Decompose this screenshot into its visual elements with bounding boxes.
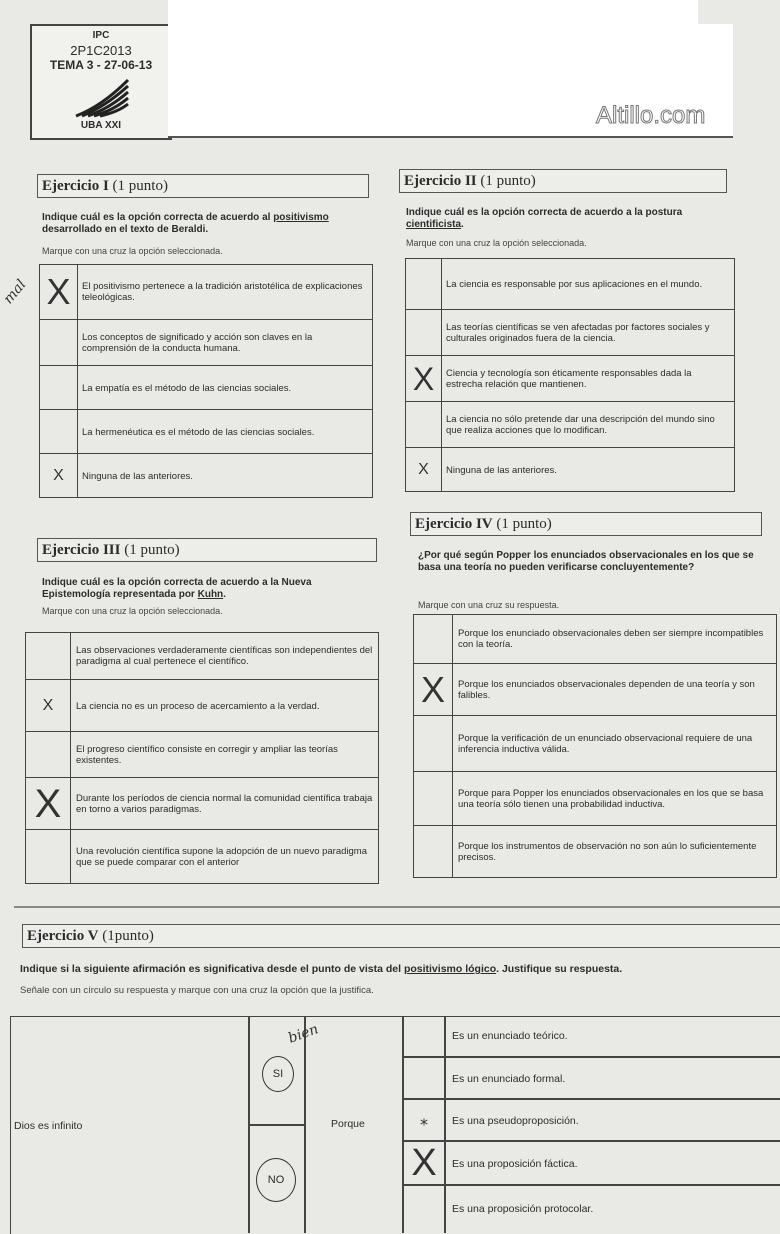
ex1-option-text: Los conceptos de significado y acción son claves en la comprensión de la conducta humana. bbox=[82, 332, 313, 354]
ex3-option-row[interactable] bbox=[26, 633, 378, 679]
ex1-option-row[interactable] bbox=[40, 319, 372, 366]
ex3-option-text: Durante los períodos de ciencia normal la comunidad científica trabaja en torno a varios paradigmas. bbox=[76, 793, 373, 815]
ex3-option-row[interactable] bbox=[26, 731, 378, 778]
ex5-checkbox[interactable]: ⁎ bbox=[420, 1112, 428, 1129]
ex5-points: (1punto) bbox=[102, 928, 154, 944]
ex4-checkbox[interactable] bbox=[414, 615, 453, 663]
redaction-top bbox=[168, 0, 698, 26]
ex5-instruction: Indique si la siguiente afirmación es significativa desde el punto de vista del positivismo lógico. Justifique su respuesta. bbox=[20, 963, 623, 975]
ex4-title-box bbox=[410, 512, 762, 536]
ex1-option-text: El positivismo pertenece a la tradición aristotélica de explicaciones teleológicas. bbox=[82, 281, 363, 303]
ex2-checkbox[interactable]: X bbox=[406, 448, 442, 492]
ex4-checkbox[interactable]: X bbox=[414, 664, 453, 716]
ex2-checkbox[interactable] bbox=[406, 310, 442, 356]
grid-line bbox=[248, 1124, 304, 1126]
uba-logo-icon bbox=[72, 76, 132, 118]
ex5-checkbox[interactable] bbox=[404, 1058, 444, 1098]
ex4-option-row[interactable] bbox=[414, 615, 776, 663]
grid-line bbox=[402, 1056, 780, 1058]
ex2-checkbox[interactable]: X bbox=[406, 356, 442, 402]
ex5-option-text: Es una pseudoproposición. bbox=[452, 1115, 579, 1127]
ex4-checkbox[interactable] bbox=[414, 826, 453, 878]
ex2-points: (1 punto) bbox=[480, 173, 536, 189]
grid-line bbox=[304, 1016, 306, 1233]
ex4-option-row[interactable] bbox=[414, 715, 776, 772]
ex1-hint: Marque con una cruz la opción seleccionada. bbox=[42, 246, 223, 256]
ex4-option-text: Porque los enunciado observacionales deben ser siempre incompatibles con la teoría. bbox=[458, 628, 764, 650]
handwritten-note: mal bbox=[0, 276, 30, 308]
handwritten-note: bien bbox=[286, 1021, 321, 1047]
ex1-checkbox[interactable]: X bbox=[40, 265, 78, 319]
ex4-option-row[interactable] bbox=[414, 663, 776, 716]
ex4-option-text: Porque para Popper los enunciados observacionales en los que se basa una teoría sólo tienen una probabilidad inductiva. bbox=[458, 788, 764, 810]
ex3-checkbox[interactable]: X bbox=[26, 680, 71, 732]
ex2-option-row[interactable] bbox=[406, 401, 734, 448]
ex1-title-box bbox=[37, 174, 369, 198]
ex1-checkbox[interactable]: X bbox=[40, 454, 78, 498]
ex2-checkbox[interactable] bbox=[406, 402, 442, 448]
ex4-checkbox[interactable] bbox=[414, 772, 453, 826]
ex5-table bbox=[10, 1016, 780, 1234]
ex3-option-text: La ciencia no es un proceso de acercamiento a la verdad. bbox=[76, 700, 320, 712]
ex2-option-row[interactable] bbox=[406, 447, 734, 492]
ex5-title: Ejercicio V bbox=[27, 928, 99, 944]
ex3-option-row[interactable] bbox=[26, 679, 378, 732]
ipc-label: IPC bbox=[92, 30, 110, 41]
ex3-checkbox[interactable] bbox=[26, 830, 71, 884]
ex1-option-row[interactable] bbox=[40, 453, 372, 498]
exam-tema: TEMA 3 - 27-06-13 bbox=[49, 58, 153, 72]
ex4-option-row[interactable] bbox=[414, 825, 776, 878]
grid-line bbox=[402, 1098, 780, 1100]
ex3-checkbox[interactable] bbox=[26, 732, 71, 778]
ex5-option-text: Es una proposición protocolar. bbox=[452, 1203, 594, 1215]
ex1-title: Ejercicio I bbox=[42, 178, 109, 194]
ex2-option-text: Ciencia y tecnología son éticamente responsables dada la estrecha relación que mantienen. bbox=[446, 368, 692, 390]
watermark: Altillo.com bbox=[596, 102, 706, 129]
ex2-title-box bbox=[399, 169, 727, 193]
ex3-title-box bbox=[37, 538, 377, 562]
exam-header-box bbox=[30, 24, 172, 140]
ex5-checkbox[interactable] bbox=[404, 1016, 444, 1056]
ex5-checkbox[interactable] bbox=[404, 1186, 444, 1226]
ex2-option-text: La ciencia es responsable por sus aplicaciones en el mundo. bbox=[446, 278, 703, 290]
no-option[interactable]: NO bbox=[256, 1158, 296, 1202]
ex2-option-row[interactable] bbox=[406, 259, 734, 309]
ex5-option-text: Es un enunciado formal. bbox=[452, 1073, 566, 1085]
ex4-title: Ejercicio IV bbox=[415, 516, 493, 532]
ex2-option-text: Las teorías científicas se ven afectadas por factores sociales y culturales originados fuera de la ciencia. bbox=[446, 322, 710, 344]
ex3-option-text: Una revolución científica supone la adopción de un nuevo paradigma que se puede comparar con el anterior bbox=[76, 846, 368, 868]
grid-line bbox=[402, 1184, 780, 1186]
ex1-option-text: Ninguna de las anteriores. bbox=[82, 470, 193, 482]
ex2-options-table bbox=[405, 258, 735, 492]
ex3-option-text: Las observaciones verdaderamente científicas son independientes del paradigma al cual pertenece el científico. bbox=[76, 645, 373, 667]
ex3-option-text: El progreso científico consiste en corregir y ampliar las teorías existentes. bbox=[76, 744, 338, 766]
ex2-hint: Marque con una cruz la opción seleccionada. bbox=[406, 238, 587, 248]
ex2-checkbox[interactable] bbox=[406, 259, 442, 309]
ex3-instruction: Indique cuál es la opción correcta de acuerdo a la Nueva Epistemología representada por Kuhn. bbox=[42, 577, 312, 600]
ex2-option-row[interactable] bbox=[406, 309, 734, 356]
because-label: Porque bbox=[331, 1118, 365, 1130]
ex1-option-row[interactable] bbox=[40, 265, 372, 319]
ex2-option-text: La ciencia no sólo pretende dar una descripción del mundo sino que realiza acciones que lo modifican. bbox=[446, 414, 715, 436]
grid-line bbox=[444, 1016, 446, 1233]
ex5-checkbox[interactable]: X bbox=[411, 1141, 437, 1184]
ex1-option-text: La empatía es el método de las ciencias sociales. bbox=[82, 382, 292, 394]
ex3-options-table bbox=[25, 632, 379, 884]
ex1-instruction: Indique cuál es la opción correcta de acuerdo al positivismo desarrollado en el texto de Beraldi. bbox=[42, 212, 329, 235]
ex4-option-text: Porque los enunciados observacionales dependen de una teoría y son falibles. bbox=[458, 679, 755, 701]
ex2-option-row[interactable] bbox=[406, 355, 734, 402]
ex2-instruction: Indique cuál es la opción correcta de acuerdo a la postura cientificista. bbox=[406, 207, 683, 230]
ex3-checkbox[interactable]: X bbox=[26, 778, 71, 830]
university-label: UBA XXI bbox=[80, 120, 122, 131]
ex2-option-text: Ninguna de las anteriores. bbox=[446, 464, 557, 476]
ex4-option-text: Porque la verificación de un enunciado observacional requiere de una inferencia inductiva válida. bbox=[458, 733, 753, 755]
divider bbox=[14, 906, 780, 908]
ex1-option-row[interactable] bbox=[40, 365, 372, 410]
ex1-options-table bbox=[39, 264, 373, 498]
ex5-statement: Dios es infinito bbox=[14, 1120, 83, 1132]
yes-option[interactable]: SI bbox=[262, 1056, 294, 1092]
exam-code: 2P1C2013 bbox=[70, 43, 132, 58]
ex4-hint: Marque con una cruz su respuesta. bbox=[418, 600, 560, 610]
ex3-checkbox[interactable] bbox=[26, 633, 71, 679]
ex1-option-text: La hermenéutica es el método de las ciencias sociales. bbox=[82, 426, 315, 438]
ex2-title: Ejercicio II bbox=[404, 173, 477, 189]
ex3-option-row[interactable] bbox=[26, 829, 378, 884]
ex1-points: (1 punto) bbox=[112, 178, 168, 194]
ex3-title: Ejercicio III bbox=[42, 542, 121, 558]
ex4-options-table bbox=[413, 614, 777, 878]
ex1-checkbox[interactable] bbox=[40, 410, 78, 454]
ex3-points: (1 punto) bbox=[124, 542, 180, 558]
ex5-option-text: Es una proposición fáctica. bbox=[452, 1158, 578, 1170]
ex5-hint: Señale con un círculo su respuesta y marque con una cruz la opción que la justifica. bbox=[20, 985, 374, 996]
ex1-checkbox[interactable] bbox=[40, 366, 78, 410]
ex1-option-row[interactable] bbox=[40, 409, 372, 454]
ex4-question: ¿Por qué según Popper los enunciados observacionales en los que se basa una teoría no pueden verificarse concluyentemente? bbox=[418, 550, 754, 573]
grid-line bbox=[402, 1140, 780, 1142]
ex3-hint: Marque con una cruz la opción seleccionada. bbox=[42, 606, 223, 616]
ex3-option-row[interactable] bbox=[26, 777, 378, 830]
ex4-checkbox[interactable] bbox=[414, 716, 453, 772]
ex4-points: (1 punto) bbox=[496, 516, 552, 532]
ex4-option-text: Porque los instrumentos de observación no son aún lo suficientemente precisos. bbox=[458, 841, 757, 863]
ex5-title-box bbox=[22, 924, 780, 948]
ex5-option-text: Es un enunciado teórico. bbox=[452, 1030, 568, 1042]
ex4-option-row[interactable] bbox=[414, 771, 776, 826]
ex1-checkbox[interactable] bbox=[40, 320, 78, 366]
